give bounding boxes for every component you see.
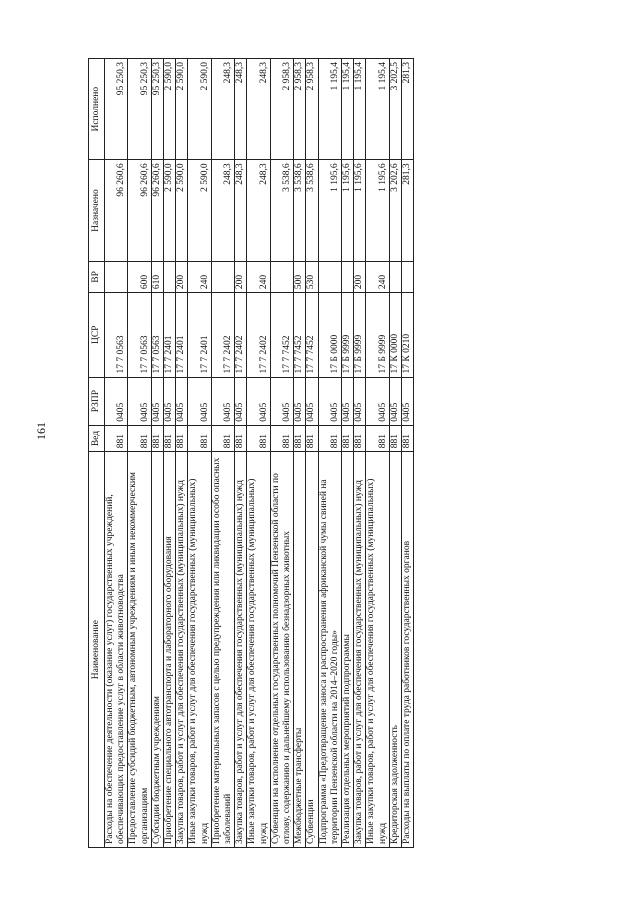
cell-done: 95 250,3	[105, 59, 128, 160]
cell-ved: 881	[105, 425, 128, 452]
cell-csr: 17 7 0563	[151, 293, 163, 377]
table-row	[270, 59, 293, 848]
cell-name: Предоставление субсидий бюджетным, автономным учреждениям и иным некоммерческим организациям	[128, 452, 151, 848]
cell-csr: 17 7 0563	[105, 293, 128, 377]
cell-done: 248,3	[211, 59, 234, 160]
table-row	[176, 59, 188, 848]
cell-vr	[105, 261, 128, 292]
cell-assigned: 248,3	[247, 160, 270, 261]
table-row	[235, 59, 247, 848]
cell-rzpr: 0405	[270, 377, 293, 425]
table-header	[89, 59, 105, 848]
cell-rzpr: 0405	[354, 377, 366, 425]
cell-done: 1 195,4	[318, 59, 341, 160]
cell-name: Иные закупки товаров, работ и услуг для обеспечения государственных (муниципальных) нужд	[188, 452, 211, 848]
cell-csr: 17 К 0000	[389, 293, 401, 377]
cell-done: 2 958,3	[306, 59, 318, 160]
cell-assigned: 1 195,6	[354, 160, 366, 261]
cell-ved: 881	[188, 425, 211, 452]
cell-vr: 240	[247, 261, 270, 292]
cell-csr: 17 Б 9999	[354, 293, 366, 377]
cell-ved: 881	[389, 425, 401, 452]
cell-done: 2 590,0	[164, 59, 176, 160]
cell-rzpr: 0405	[318, 377, 341, 425]
table-row	[389, 59, 401, 848]
table-row	[306, 59, 318, 848]
cell-name: Субвенции на исполнение отдельных государственных полномочий Пензенской области по отлову, содержанию и дальнейшему использованию безнадзорных животных	[270, 452, 293, 848]
cell-rzpr: 0405	[342, 377, 354, 425]
cell-csr: 17 Б 0000	[318, 293, 341, 377]
cell-csr: 17 7 7452	[270, 293, 293, 377]
cell-vr: 200	[235, 261, 247, 292]
table-row	[354, 59, 366, 848]
cell-name: Субвенции	[306, 452, 318, 848]
cell-csr: 17 7 2401	[176, 293, 188, 377]
cell-name: Закупка товаров, работ и услуг для обеспечения государственных (муниципальных) нужд	[354, 452, 366, 848]
header-rzpr: РЗПР	[89, 377, 105, 425]
cell-vr	[318, 261, 341, 292]
cell-ved: 881	[402, 425, 414, 452]
cell-ved: 881	[342, 425, 354, 452]
cell-csr: 17 7 7452	[306, 293, 318, 377]
cell-rzpr: 0405	[105, 377, 128, 425]
cell-vr: 530	[306, 261, 318, 292]
cell-assigned: 1 195,6	[366, 160, 389, 261]
cell-csr: 17 Б 9999	[366, 293, 389, 377]
cell-vr	[270, 261, 293, 292]
cell-assigned: 1 195,6	[342, 160, 354, 261]
cell-name: Иные закупки товаров, работ и услуг для обеспечения государственных (муниципальных) нужд	[247, 452, 270, 848]
cell-done: 248,3	[247, 59, 270, 160]
table-row	[105, 59, 128, 848]
cell-vr	[342, 261, 354, 292]
cell-name: Межбюджетные трансферты	[294, 452, 306, 848]
cell-rzpr: 0405	[235, 377, 247, 425]
cell-ved: 881	[270, 425, 293, 452]
cell-assigned: 96 260,6	[128, 160, 151, 261]
cell-rzpr: 0405	[128, 377, 151, 425]
cell-assigned: 2 590,0	[188, 160, 211, 261]
table-row	[151, 59, 163, 848]
cell-name: Кредиторская задолженность	[389, 452, 401, 848]
cell-rzpr: 0405	[188, 377, 211, 425]
table-row	[128, 59, 151, 848]
cell-vr	[402, 261, 414, 292]
cell-ved: 881	[318, 425, 341, 452]
table-row	[318, 59, 341, 848]
cell-vr: 200	[354, 261, 366, 292]
cell-done: 1 195,4	[366, 59, 389, 160]
header-csr: ЦСР	[89, 293, 105, 377]
cell-ved: 881	[366, 425, 389, 452]
header-done: Исполнено	[89, 59, 105, 160]
cell-rzpr: 0405	[306, 377, 318, 425]
header-ved: Вед	[89, 425, 105, 452]
cell-ved: 881	[306, 425, 318, 452]
cell-name: Иные закупки товаров, работ и услуг для обеспечения государственных (муниципальных) нужд	[366, 452, 389, 848]
cell-rzpr: 0405	[294, 377, 306, 425]
cell-rzpr: 0405	[366, 377, 389, 425]
cell-done: 3 202,5	[389, 59, 401, 160]
cell-assigned: 2 590,0	[164, 160, 176, 261]
cell-name: Приобретение материальных запасов с целью предупреждения или ликвидации особо опасных заболеваний	[211, 452, 234, 848]
header-name: Наименование	[89, 452, 105, 848]
cell-assigned: 3 202,6	[389, 160, 401, 261]
cell-ved: 881	[235, 425, 247, 452]
cell-ved: 881	[211, 425, 234, 452]
cell-vr: 240	[188, 261, 211, 292]
cell-done: 2 590,0	[188, 59, 211, 160]
budget-table	[88, 58, 414, 848]
cell-ved: 881	[354, 425, 366, 452]
cell-assigned: 3 538,6	[306, 160, 318, 261]
cell-ved: 881	[128, 425, 151, 452]
cell-vr	[164, 261, 176, 292]
cell-assigned: 1 195,6	[318, 160, 341, 261]
cell-ved: 881	[151, 425, 163, 452]
cell-vr: 600	[128, 261, 151, 292]
cell-vr: 200	[176, 261, 188, 292]
rotated-table-container	[88, 58, 414, 848]
cell-done: 281,3	[402, 59, 414, 160]
cell-csr: 17 7 2401	[188, 293, 211, 377]
cell-rzpr: 0405	[164, 377, 176, 425]
header-row	[89, 59, 105, 848]
cell-name: Приобретение специального автотранспорта и лабораторного оборудования	[164, 452, 176, 848]
cell-name: Подпрограмма «Предотвращение заноса и распространения африканской чумы свиней на территории Пензенской области на 2014–2020 годы»	[318, 452, 341, 848]
cell-csr: 17 К 0210	[402, 293, 414, 377]
cell-done: 1 195,4	[342, 59, 354, 160]
cell-csr: 17 7 2402	[247, 293, 270, 377]
cell-done: 2 590,0	[176, 59, 188, 160]
cell-ved: 881	[247, 425, 270, 452]
table-row	[366, 59, 389, 848]
table-row	[164, 59, 176, 848]
header-vr: ВР	[89, 261, 105, 292]
cell-assigned: 2 590,0	[176, 160, 188, 261]
cell-csr: 17 Б 9999	[342, 293, 354, 377]
cell-done: 95 250,3	[128, 59, 151, 160]
page-number: 161	[34, 422, 48, 440]
table-body	[105, 59, 414, 848]
cell-done: 1 195,4	[354, 59, 366, 160]
table-row	[402, 59, 414, 848]
cell-done: 248,3	[235, 59, 247, 160]
cell-assigned: 3 538,6	[270, 160, 293, 261]
cell-vr	[211, 261, 234, 292]
table-row	[342, 59, 354, 848]
cell-name: Закупка товаров, работ и услуг для обеспечения государственных (муниципальных) нужд	[176, 452, 188, 848]
cell-name: Субсидии бюджетным учреждениям	[151, 452, 163, 848]
cell-ved: 881	[164, 425, 176, 452]
cell-assigned: 96 260,6	[105, 160, 128, 261]
table-row	[294, 59, 306, 848]
header-assigned: Назначено	[89, 160, 105, 261]
cell-assigned: 248,3	[211, 160, 234, 261]
cell-rzpr: 0405	[247, 377, 270, 425]
cell-rzpr: 0405	[176, 377, 188, 425]
cell-name: Закупка товаров, работ и услуг для обеспечения государственных (муниципальных) нужд	[235, 452, 247, 848]
cell-vr	[389, 261, 401, 292]
cell-csr: 17 7 2402	[235, 293, 247, 377]
cell-assigned: 281,3	[402, 160, 414, 261]
cell-assigned: 248,3	[235, 160, 247, 261]
cell-name: Расходы на выплаты по оплате труда работников государственных органов	[402, 452, 414, 848]
table-row	[211, 59, 234, 848]
cell-ved: 881	[176, 425, 188, 452]
table-row	[247, 59, 270, 848]
cell-vr: 610	[151, 261, 163, 292]
cell-done: 2 958,3	[270, 59, 293, 160]
cell-ved: 881	[294, 425, 306, 452]
cell-vr: 240	[366, 261, 389, 292]
cell-rzpr: 0405	[211, 377, 234, 425]
cell-rzpr: 0405	[402, 377, 414, 425]
cell-csr: 17 7 2401	[164, 293, 176, 377]
table-row	[188, 59, 211, 848]
cell-rzpr: 0405	[151, 377, 163, 425]
cell-done: 2 958,3	[294, 59, 306, 160]
cell-csr: 17 7 2402	[211, 293, 234, 377]
cell-csr: 17 7 7452	[294, 293, 306, 377]
cell-name: Реализация отдельных мероприятий подпрограммы	[342, 452, 354, 848]
cell-csr: 17 7 0563	[128, 293, 151, 377]
cell-assigned: 96 260,6	[151, 160, 163, 261]
cell-name: Расходы на обеспечение деятельности (оказание услуг) государственных учреждений, обеспечивающих предоставление услуг в области животноводства	[105, 452, 128, 848]
cell-rzpr: 0405	[389, 377, 401, 425]
cell-done: 95 250,3	[151, 59, 163, 160]
cell-assigned: 3 538,6	[294, 160, 306, 261]
cell-vr: 500	[294, 261, 306, 292]
